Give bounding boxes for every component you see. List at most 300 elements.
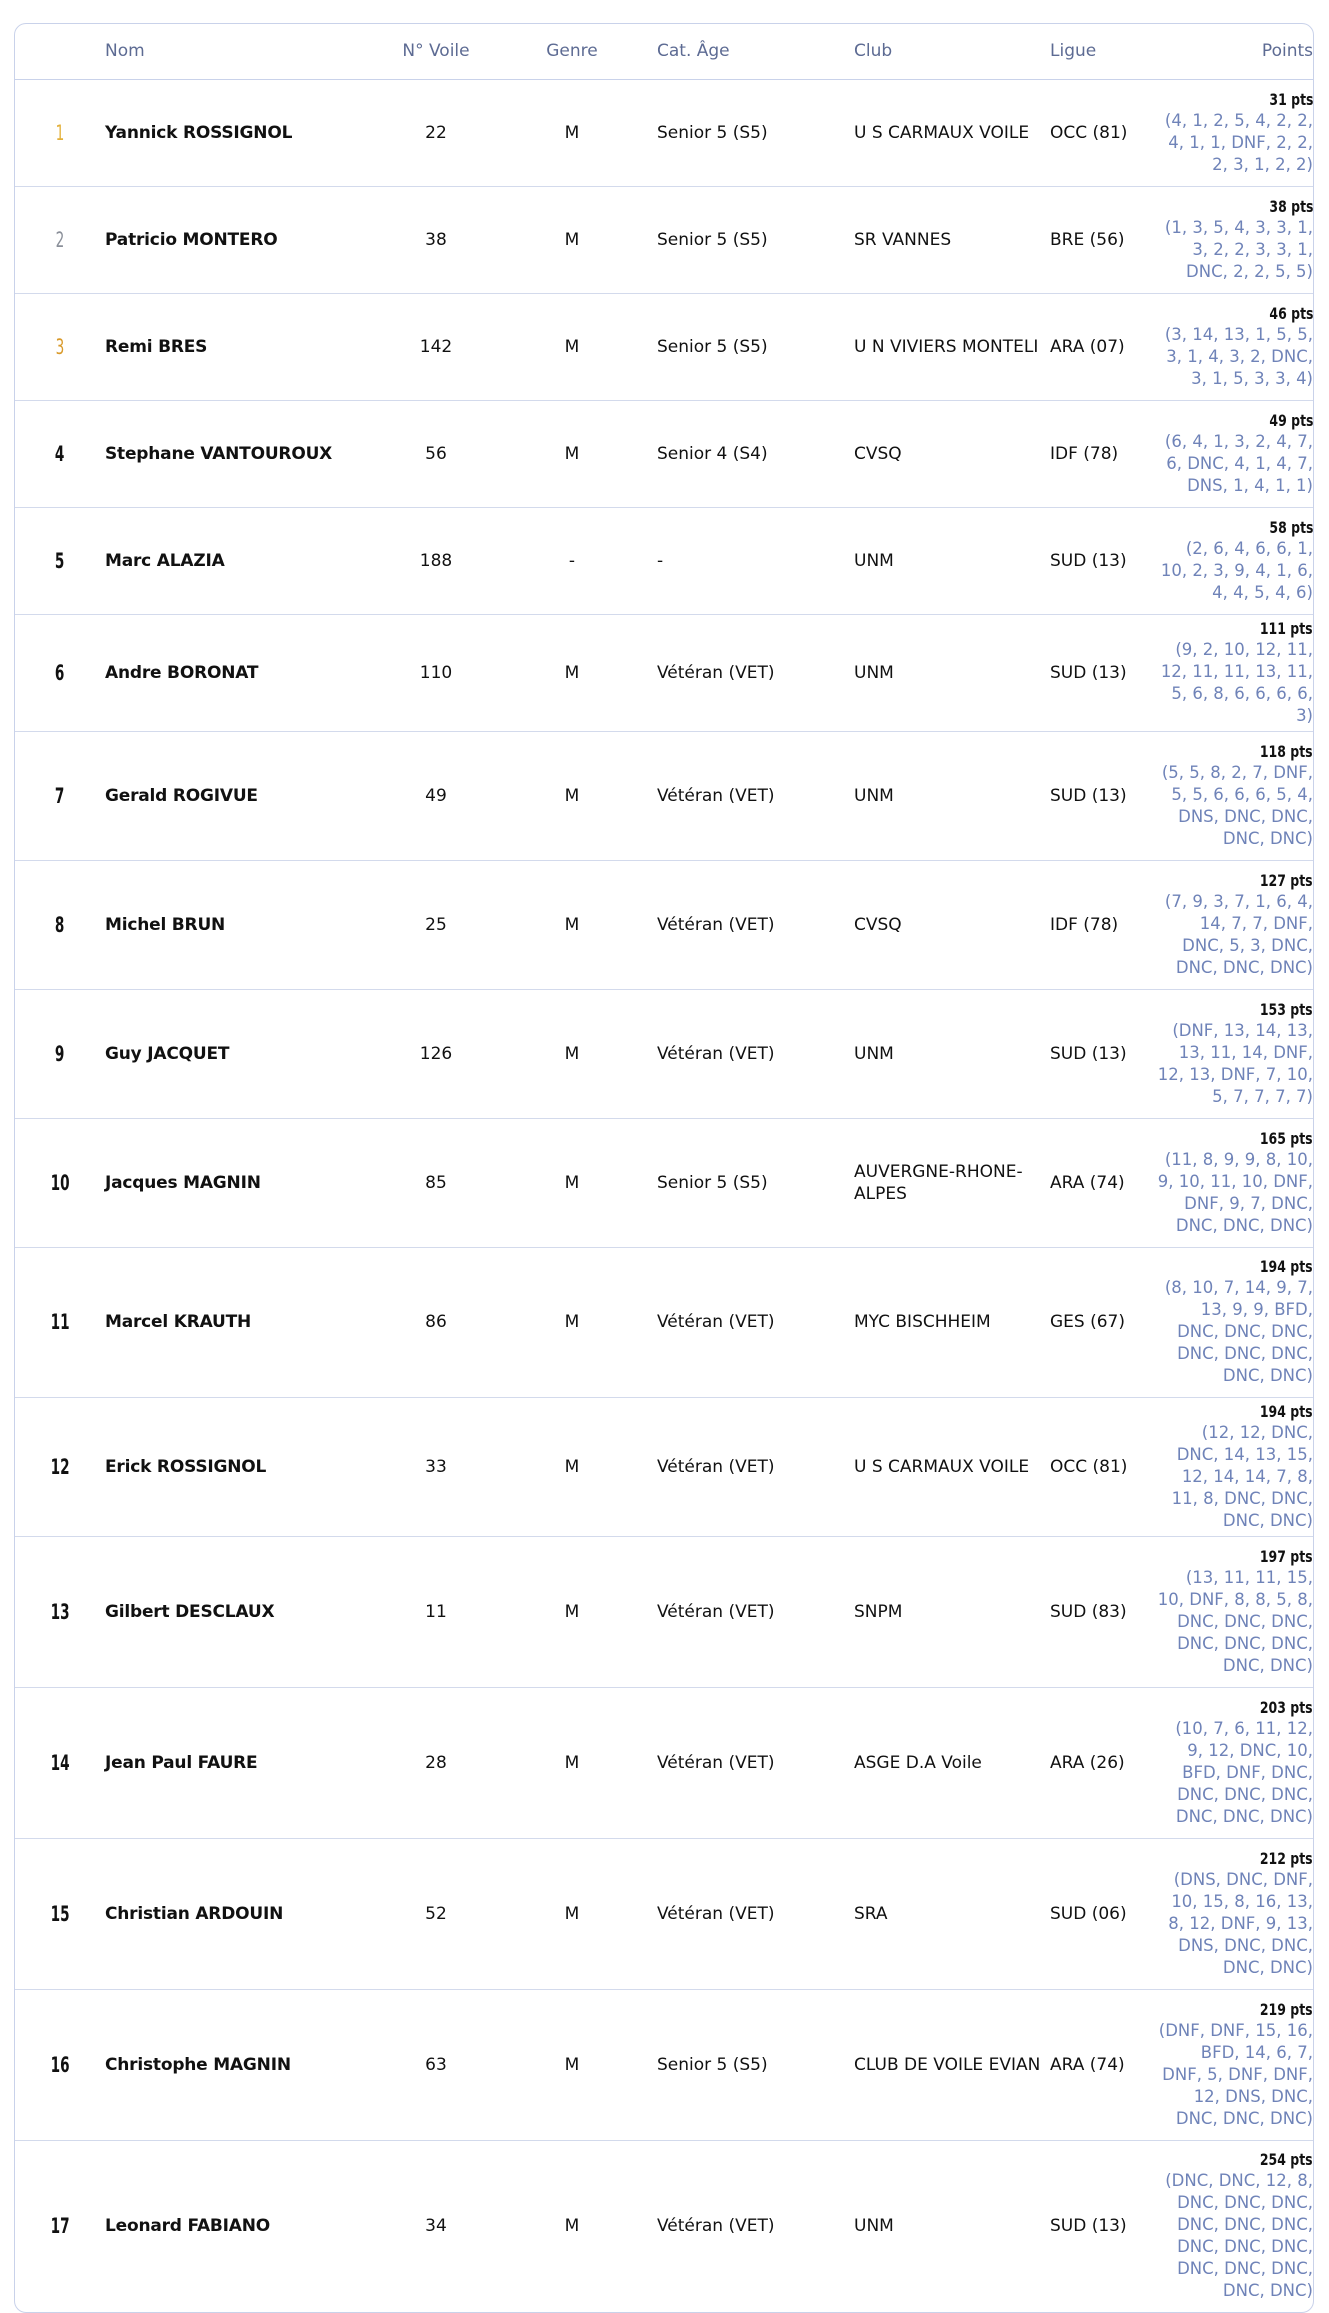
rank-number: 12 (50, 1454, 70, 1479)
cell-rank (15, 293, 105, 400)
cell-genre (487, 1989, 657, 2140)
cell-genre (487, 860, 657, 989)
cell-genre (487, 507, 657, 614)
genre-value: M (564, 785, 580, 806)
cell-genre (487, 1397, 657, 1536)
club-name: AUVERGNE-RHONE-ALPES (854, 1161, 1023, 1204)
rank-number: 17 (50, 2214, 70, 2239)
race-scores-detail: (DNS, DNC, DNF, 10, 15, 8, 16, 13, 8, 12, DNF, 9, 13, DNS, DNC, DNC, DNC, DNC) (1168, 1869, 1313, 1977)
sailor-name: Erick ROSSIGNOL (105, 1456, 267, 1477)
cell-club (854, 1838, 1050, 1989)
sail-number: 25 (425, 914, 447, 935)
club-name: CLUB DE VOILE EVIAN (854, 2054, 1041, 2075)
table-row[interactable] (15, 2140, 1314, 2312)
cell-sail (385, 1838, 487, 1989)
ligue-code: SUD (13) (1050, 550, 1127, 571)
cell-ligue (1050, 186, 1157, 293)
race-scores-detail: (1, 3, 5, 4, 3, 3, 1, 3, 2, 2, 3, 3, 1, DNC, 2, 2, 5, 5) (1164, 217, 1313, 281)
cell-club (854, 731, 1050, 860)
table-row[interactable] (15, 186, 1314, 293)
cell-ligue (1050, 860, 1157, 989)
ligue-code: SUD (13) (1050, 662, 1127, 683)
total-points: 219 pts (1260, 1999, 1313, 2019)
cell-ligue (1050, 1989, 1157, 2140)
ligue-code: BRE (56) (1050, 229, 1125, 250)
cell-rank (15, 2140, 105, 2312)
cell-name (105, 507, 385, 614)
rank-number: 5 (55, 548, 65, 573)
cell-points (1157, 1989, 1314, 2140)
age-category: Senior 4 (S4) (657, 443, 768, 464)
sail-number: 38 (425, 229, 447, 250)
cell-sail (385, 507, 487, 614)
cell-name (105, 293, 385, 400)
cell-name (105, 400, 385, 507)
sailor-name: Marc ALAZIA (105, 550, 225, 571)
rank-number: 13 (50, 1599, 70, 1624)
sail-number: 85 (425, 1172, 447, 1193)
cell-cat (657, 1687, 854, 1838)
table-row[interactable] (15, 1989, 1314, 2140)
ligue-code: SUD (13) (1050, 785, 1127, 806)
cell-points (1157, 400, 1314, 507)
age-category: Vétéran (VET) (657, 1601, 775, 1622)
cell-name (105, 1838, 385, 1989)
sailor-name: Yannick ROSSIGNOL (105, 122, 293, 143)
header-genre[interactable]: Genre (487, 24, 657, 79)
cell-points (1157, 1247, 1314, 1397)
cell-cat (657, 1989, 854, 2140)
age-category: Senior 5 (S5) (657, 336, 768, 357)
age-category: Vétéran (VET) (657, 662, 775, 683)
cell-sail (385, 1247, 487, 1397)
genre-value: M (564, 122, 580, 143)
cell-ligue (1050, 79, 1157, 186)
table-row[interactable] (15, 989, 1314, 1118)
age-category: Senior 5 (S5) (657, 2054, 768, 2075)
sailor-name: Christian ARDOUIN (105, 1903, 284, 1924)
club-name: SNPM (854, 1601, 903, 1622)
header-sail-number[interactable]: N° Voile (385, 24, 487, 79)
cell-points (1157, 1118, 1314, 1247)
cell-rank (15, 1989, 105, 2140)
cell-name (105, 860, 385, 989)
cell-rank (15, 860, 105, 989)
cell-rank (15, 1118, 105, 1247)
cell-name (105, 1247, 385, 1397)
club-name: SR VANNES (854, 229, 952, 250)
table-row[interactable] (15, 400, 1314, 507)
cell-club (854, 293, 1050, 400)
sailor-name: Jean Paul FAURE (105, 1752, 258, 1773)
cell-club (854, 400, 1050, 507)
cell-name (105, 1989, 385, 2140)
cell-ligue (1050, 2140, 1157, 2312)
total-points: 203 pts (1260, 1697, 1313, 1717)
table-header-row (15, 24, 1314, 79)
genre-value: M (564, 1752, 580, 1773)
cell-ligue (1050, 614, 1157, 731)
cell-club (854, 1397, 1050, 1536)
cell-genre (487, 1838, 657, 1989)
table-row[interactable] (15, 731, 1314, 860)
cell-cat (657, 186, 854, 293)
cell-points (1157, 2140, 1314, 2312)
cell-cat (657, 79, 854, 186)
cell-cat (657, 989, 854, 1118)
sail-number: 63 (425, 2054, 447, 2075)
cell-genre (487, 1247, 657, 1397)
table-row[interactable] (15, 860, 1314, 989)
age-category: Vétéran (VET) (657, 2216, 775, 2237)
cell-club (854, 1118, 1050, 1247)
genre-value: M (564, 1456, 580, 1477)
club-name: UNM (854, 662, 894, 683)
cell-genre (487, 614, 657, 731)
ligue-code: ARA (26) (1050, 1752, 1125, 1773)
cell-genre (487, 989, 657, 1118)
cell-name (105, 1687, 385, 1838)
cell-rank (15, 1838, 105, 1989)
genre-value: M (564, 1601, 580, 1622)
club-name: UNM (854, 1043, 894, 1064)
cell-points (1157, 293, 1314, 400)
club-name: CVSQ (854, 443, 902, 464)
cell-name (105, 989, 385, 1118)
genre-value: M (564, 662, 580, 683)
cell-ligue (1050, 1247, 1157, 1397)
sailor-name: Gilbert DESCLAUX (105, 1601, 275, 1622)
cell-ligue (1050, 507, 1157, 614)
sail-number: 126 (419, 1043, 453, 1064)
race-scores-detail: (8, 10, 7, 14, 9, 7, 13, 9, 9, BFD, DNC, DNC, DNC, DNC, DNC, DNC, DNC, DNC) (1164, 1278, 1313, 1385)
sailor-name: Christophe MAGNIN (105, 2054, 291, 2075)
cell-points (1157, 79, 1314, 186)
cell-ligue (1050, 1687, 1157, 1838)
club-name: UNM (854, 785, 894, 806)
cell-genre (487, 1118, 657, 1247)
cell-rank (15, 400, 105, 507)
sail-number: 52 (425, 1903, 447, 1924)
cell-cat (657, 400, 854, 507)
table-row[interactable] (15, 1118, 1314, 1247)
race-scores-detail: (7, 9, 3, 7, 1, 6, 4, 14, 7, 7, DNF, DNC, 5, 3, DNC, DNC, DNC, DNC) (1164, 891, 1313, 977)
genre-value: M (564, 1172, 580, 1193)
age-category: Vétéran (VET) (657, 1312, 775, 1332)
cell-rank (15, 1397, 105, 1536)
cell-sail (385, 1536, 487, 1687)
ligue-code: ARA (07) (1050, 336, 1125, 357)
rank-number: 4 (55, 441, 65, 466)
cell-genre (487, 400, 657, 507)
race-scores-detail: (13, 11, 11, 15, 10, DNF, 8, 8, 5, 8, DNC, DNC, DNC, DNC, DNC, DNC, DNC, DNC) (1157, 1567, 1313, 1675)
cell-club (854, 1989, 1050, 2140)
club-name: UNM (854, 550, 894, 571)
club-name: MYC BISCHHEIM (854, 1312, 991, 1332)
genre-value: - (568, 550, 576, 571)
total-points: 127 pts (1260, 870, 1313, 890)
cell-rank (15, 186, 105, 293)
rank-number: 2 (55, 227, 65, 252)
cell-ligue (1050, 1838, 1157, 1989)
sailor-name: Gerald ROGIVUE (105, 785, 258, 806)
ligue-code: OCC (81) (1050, 122, 1128, 143)
cell-genre (487, 731, 657, 860)
cell-club (854, 507, 1050, 614)
header-rank (15, 24, 105, 79)
genre-value: M (564, 1903, 580, 1924)
cell-genre (487, 79, 657, 186)
cell-cat (657, 1397, 854, 1536)
cell-cat (657, 1118, 854, 1247)
sail-number: 86 (425, 1312, 447, 1332)
race-scores-detail: (4, 1, 2, 5, 4, 2, 2, 4, 1, 1, DNF, 2, 2, 2, 3, 1, 2, 2) (1164, 110, 1313, 174)
cell-club (854, 989, 1050, 1118)
cell-sail (385, 293, 487, 400)
cell-rank (15, 1536, 105, 1687)
club-name: U N VIVIERS MONTELI (854, 336, 1039, 357)
rank-number: 6 (55, 660, 65, 685)
age-category: - (657, 550, 664, 571)
rank-number: 16 (50, 2052, 70, 2077)
ligue-code: IDF (78) (1050, 443, 1119, 464)
cell-name (105, 2140, 385, 2312)
cell-club (854, 1687, 1050, 1838)
cell-ligue (1050, 400, 1157, 507)
race-scores-detail: (6, 4, 1, 3, 2, 4, 7, 6, DNC, 4, 1, 4, 7, DNS, 1, 4, 1, 1) (1164, 431, 1313, 495)
cell-club (854, 860, 1050, 989)
table-row[interactable] (15, 1247, 1314, 1397)
cell-sail (385, 186, 487, 293)
table-row[interactable] (15, 1536, 1314, 1687)
header-name[interactable]: Nom (105, 24, 385, 79)
sailor-name: Leonard FABIANO (105, 2216, 271, 2237)
total-points: 212 pts (1260, 1848, 1313, 1868)
ligue-code: OCC (81) (1050, 1456, 1128, 1477)
cell-cat (657, 293, 854, 400)
cell-name (105, 79, 385, 186)
cell-sail (385, 614, 487, 731)
race-scores-detail: (DNF, 13, 14, 13, 13, 11, 14, DNF, 12, 13, DNF, 7, 10, 5, 7, 7, 7, 7) (1157, 1020, 1313, 1106)
cell-sail (385, 2140, 487, 2312)
ligue-code: ARA (74) (1050, 2054, 1125, 2075)
cell-points (1157, 614, 1314, 731)
ligue-code: SUD (13) (1050, 2216, 1127, 2237)
age-category: Vétéran (VET) (657, 1043, 775, 1064)
sailor-name: Remi BRES (105, 336, 208, 357)
rank-number: 9 (55, 1041, 65, 1066)
race-scores-detail: (10, 7, 6, 11, 12, 9, 12, DNC, 10, BFD, DNF, DNC, DNC, DNC, DNC, DNC, DNC, DNC) (1175, 1718, 1313, 1826)
age-category: Vétéran (VET) (657, 1903, 775, 1924)
club-name: CVSQ (854, 914, 902, 935)
rank-number: 11 (50, 1310, 70, 1334)
total-points: 58 pts (1268, 517, 1313, 537)
total-points: 165 pts (1260, 1128, 1313, 1148)
race-scores-detail: (3, 14, 13, 1, 5, 5, 3, 1, 4, 3, 2, DNC, 3, 1, 5, 3, 3, 4) (1164, 324, 1313, 388)
sailor-name: Andre BORONAT (105, 662, 259, 683)
ligue-code: SUD (83) (1050, 1601, 1127, 1622)
cell-club (854, 614, 1050, 731)
cell-sail (385, 860, 487, 989)
ligue-code: IDF (78) (1050, 914, 1119, 935)
genre-value: M (564, 229, 580, 250)
cell-ligue (1050, 293, 1157, 400)
cell-points (1157, 1536, 1314, 1687)
table-row[interactable] (15, 1838, 1314, 1989)
genre-value: M (564, 443, 580, 464)
cell-sail (385, 731, 487, 860)
total-points: 111 pts (1260, 618, 1313, 638)
rank-number: 1 (55, 120, 65, 145)
race-scores-detail: (12, 12, DNC, DNC, 14, 13, 15, 12, 14, 14, 7, 8, 11, 8, DNC, DNC, DNC, DNC) (1171, 1422, 1313, 1530)
sail-number: 188 (419, 550, 453, 571)
total-points: 194 pts (1260, 1401, 1313, 1421)
sailor-name: Marcel KRAUTH (105, 1312, 252, 1332)
ligue-code: GES (67) (1050, 1312, 1126, 1332)
total-points: 31 pts (1268, 89, 1313, 109)
cell-name (105, 1118, 385, 1247)
cell-sail (385, 989, 487, 1118)
ligue-code: ARA (74) (1050, 1172, 1125, 1193)
rank-number: 3 (55, 334, 65, 359)
sail-number: 110 (419, 662, 453, 683)
club-name: UNM (854, 2216, 894, 2237)
cell-club (854, 186, 1050, 293)
cell-points (1157, 989, 1314, 1118)
cell-name (105, 186, 385, 293)
cell-ligue (1050, 1536, 1157, 1687)
rank-number: 15 (50, 1901, 70, 1926)
cell-ligue (1050, 731, 1157, 860)
total-points: 38 pts (1268, 196, 1313, 216)
age-category: Vétéran (VET) (657, 1456, 775, 1477)
header-ligue[interactable]: Ligue (1050, 24, 1157, 79)
cell-genre (487, 186, 657, 293)
cell-name (105, 1536, 385, 1687)
cell-sail (385, 79, 487, 186)
sail-number: 11 (425, 1601, 447, 1622)
cell-ligue (1050, 989, 1157, 1118)
race-scores-detail: (5, 5, 8, 2, 7, DNF, 5, 5, 6, 6, 6, 5, 4, DNS, DNC, DNC, DNC, DNC) (1161, 762, 1313, 848)
total-points: 46 pts (1268, 303, 1313, 323)
cell-rank (15, 1247, 105, 1397)
cell-sail (385, 1687, 487, 1838)
cell-sail (385, 400, 487, 507)
sailor-name: Patricio MONTERO (105, 229, 278, 250)
cell-cat (657, 731, 854, 860)
total-points: 254 pts (1260, 2150, 1313, 2170)
cell-genre (487, 2140, 657, 2312)
cell-genre (487, 1536, 657, 1687)
age-category: Senior 5 (S5) (657, 1172, 768, 1193)
cell-points (1157, 507, 1314, 614)
ligue-code: SUD (13) (1050, 1043, 1127, 1064)
total-points: 49 pts (1268, 410, 1313, 430)
age-category: Senior 5 (S5) (657, 122, 768, 143)
table-row[interactable] (15, 1397, 1314, 1536)
genre-value: M (564, 1043, 580, 1064)
age-category: Vétéran (VET) (657, 914, 775, 935)
cell-rank (15, 1687, 105, 1838)
genre-value: M (564, 2054, 580, 2075)
cell-cat (657, 860, 854, 989)
cell-rank (15, 614, 105, 731)
sail-number: 34 (425, 2216, 447, 2237)
cell-sail (385, 1989, 487, 2140)
sailor-name: Guy JACQUET (105, 1043, 230, 1064)
total-points: 194 pts (1260, 1257, 1313, 1276)
club-name: U S CARMAUX VOILE (854, 122, 1030, 143)
table-row[interactable] (15, 1687, 1314, 1838)
results-table (15, 24, 1314, 2312)
total-points: 118 pts (1260, 741, 1313, 761)
cell-cat (657, 614, 854, 731)
cell-ligue (1050, 1397, 1157, 1536)
rank-number: 7 (55, 783, 65, 808)
cell-genre (487, 293, 657, 400)
cell-points (1157, 1687, 1314, 1838)
cell-cat (657, 2140, 854, 2312)
total-points: 197 pts (1260, 1546, 1313, 1566)
age-category: Senior 5 (S5) (657, 229, 768, 250)
cell-name (105, 731, 385, 860)
sailor-name: Jacques MAGNIN (105, 1172, 261, 1193)
sail-number: 56 (425, 443, 447, 464)
cell-name (105, 1397, 385, 1536)
sailor-name: Michel BRUN (105, 914, 226, 935)
sail-number: 49 (425, 785, 447, 806)
cell-points (1157, 731, 1314, 860)
rank-number: 8 (55, 912, 65, 937)
cell-points (1157, 860, 1314, 989)
cell-points (1157, 186, 1314, 293)
rank-number: 10 (50, 1170, 70, 1195)
cell-cat (657, 507, 854, 614)
results-table-card (14, 23, 1314, 2313)
cell-rank (15, 507, 105, 614)
age-category: Vétéran (VET) (657, 785, 775, 806)
table-row[interactable] (15, 507, 1314, 614)
cell-sail (385, 1118, 487, 1247)
cell-name (105, 614, 385, 731)
header-age-category[interactable]: Cat. Âge (657, 24, 854, 79)
race-scores-detail: (11, 8, 9, 9, 8, 10, 9, 10, 11, 10, DNF, DNF, 9, 7, DNC, DNC, DNC, DNC) (1157, 1149, 1313, 1235)
sail-number: 33 (425, 1456, 447, 1477)
header-club[interactable]: Club (854, 24, 1050, 79)
race-scores-detail: (9, 2, 10, 12, 11, 12, 11, 11, 13, 11, 5, 6, 8, 6, 6, 6, 6, 3) (1160, 639, 1313, 725)
cell-ligue (1050, 1118, 1157, 1247)
table-row[interactable] (15, 79, 1314, 186)
sail-number: 22 (425, 122, 447, 143)
sail-number: 28 (425, 1752, 447, 1773)
total-points: 153 pts (1260, 999, 1313, 1019)
club-name: SRA (854, 1903, 888, 1924)
cell-rank (15, 989, 105, 1118)
genre-value: M (564, 2216, 580, 2237)
club-name: U S CARMAUX VOILE (854, 1456, 1030, 1477)
age-category: Vétéran (VET) (657, 1752, 775, 1773)
race-scores-detail: (DNF, DNF, 15, 16, BFD, 14, 6, 7, DNF, 5, DNF, DNF, 12, DNS, DNC, DNC, DNC, DNC) (1158, 2020, 1313, 2128)
table-row[interactable] (15, 614, 1314, 731)
cell-points (1157, 1838, 1314, 1989)
genre-value: M (564, 1312, 580, 1332)
header-points[interactable]: Points (1157, 24, 1314, 79)
table-row[interactable] (15, 293, 1314, 400)
cell-cat (657, 1536, 854, 1687)
cell-rank (15, 79, 105, 186)
cell-genre (487, 1687, 657, 1838)
cell-club (854, 79, 1050, 186)
